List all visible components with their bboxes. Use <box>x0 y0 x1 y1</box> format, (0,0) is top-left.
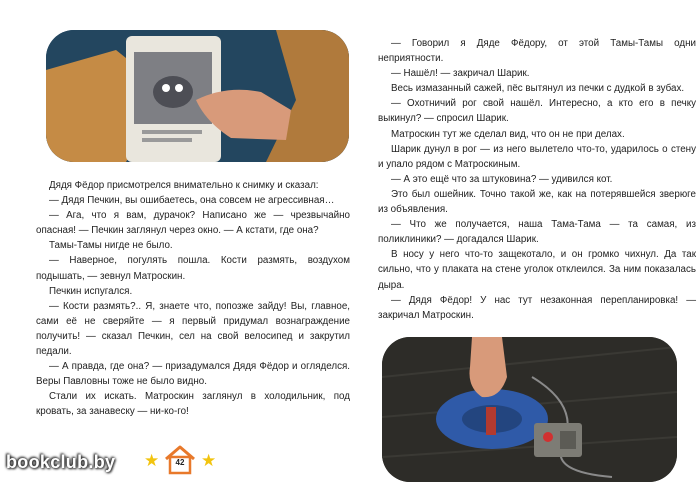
page-number: 42 <box>175 458 185 467</box>
star-icon: ★ <box>144 451 160 470</box>
paragraph: В носу у него что-то защекотало, и он громко чихнул. Да так сильно, что у плаката на стене уголок отклеился. За ним показалась дыра. <box>378 249 696 291</box>
illustration-poster-photo <box>46 30 349 162</box>
paragraph: — Что же получается, наша Тама-Тама — та самая, из поликлиники? — догадался Шарик. <box>378 219 696 246</box>
paragraph: — Дядя Печкин, вы ошибаетесь, она совсем не агрессивная… <box>49 195 335 207</box>
star-icon: ★ <box>201 451 217 470</box>
watermark: bookclub.by <box>6 452 116 472</box>
paragraph: Тамы-Тамы нигде не было. <box>49 240 173 252</box>
illustration-horn-collar <box>382 337 677 482</box>
paragraph: Шарик дунул в рог — из него вылетело что-то, ударилось о стену и упало рядом с Матроскиным. <box>378 143 696 170</box>
paragraph: — А это ещё что за штуковина? — удивился кот. <box>391 173 613 185</box>
paragraph: Матроскин тут же сделал вид, что он не при делах. <box>391 128 625 140</box>
paragraph: — А правда, где она? — призадумался Дядя Фёдор и огляделся. Веры Павловны тоже не было видно. <box>36 361 350 388</box>
paragraph: — Ага, что я вам, дурачок? Написано же — чрезвычайно опасная! — Печкин заглянул через окно. — А кстати, где она? <box>36 210 350 237</box>
paragraph: — Охотничий рог свой нашёл. Интересно, а кто его в печку выкинул? — спросил Шарик. <box>378 98 696 125</box>
paragraph: Печкин испугался. <box>49 285 133 297</box>
paragraph: — Дядя Фёдор! У нас тут незаконная перепланировка! — закричал Матроскин. <box>378 294 696 321</box>
paragraph: — Наверное, погулять пошла. Кости размять, воздухом подышать, — зевнул Матроскин. <box>36 255 350 282</box>
paragraph: — Кости размять?.. Я, знаете что, попозже зайду! Вы, главное, сами её не сверяйте — я первый придумал вознаграждение получить! — сказал Печкин, сел на свой велосипед и закрутил педали. <box>36 300 350 358</box>
paragraph: Весь измазанный сажей, пёс вытянул из печки с дудкой в зубах. <box>391 83 685 95</box>
paragraph: — Нашёл! — закричал Шарик. <box>391 68 530 80</box>
text-column-right <box>378 36 696 323</box>
text-column-left <box>36 178 350 420</box>
paragraph: Дядя Фёдор присмотрелся внимательно к снимку и сказал: <box>49 180 319 191</box>
paragraph: Это был ошейник. Точно такой же, как на потерявшейся зверюге из объявления. <box>378 188 696 216</box>
paragraph: — Говорил я Дяде Фёдору, от этой Тамы-Тамы одни неприятности. <box>378 38 696 65</box>
paragraph: Стали их искать. Матроскин заглянул в холодильник, под кровать, за занавеску — ни-ко-го! <box>36 391 350 418</box>
